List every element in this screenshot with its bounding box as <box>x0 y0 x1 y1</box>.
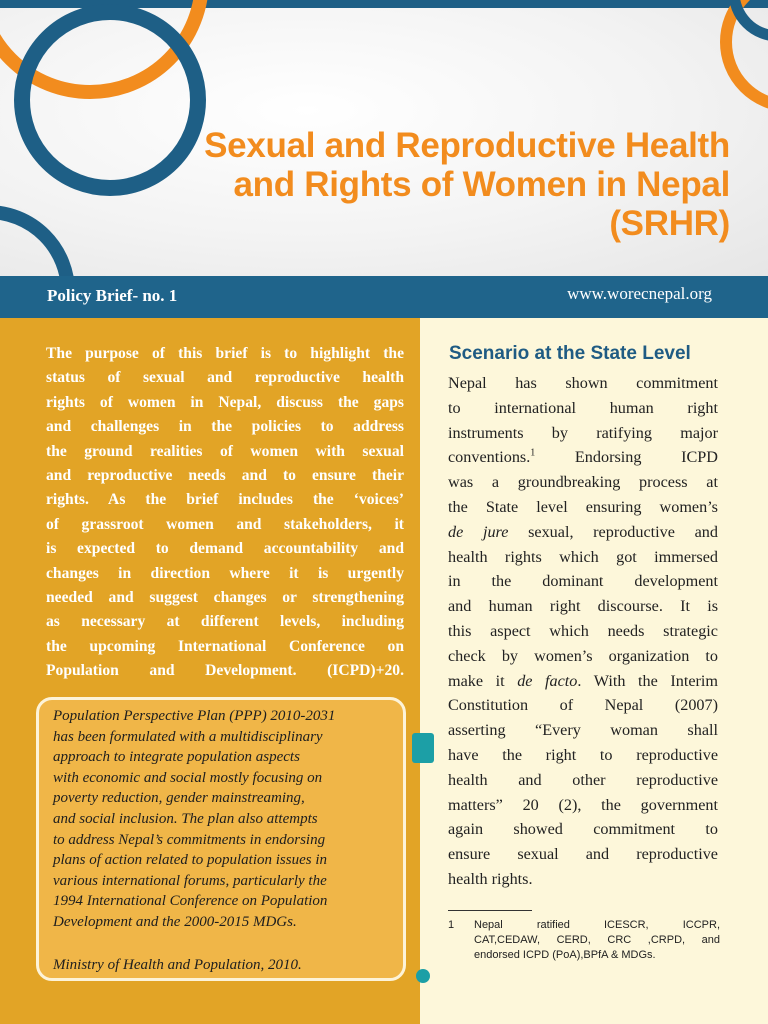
purpose-line: rights of women in Nepal, discuss the gaps <box>46 393 404 411</box>
ppp-line: approach to integrate population aspects <box>53 749 300 766</box>
body-line: matters” 20 (2), the government <box>448 795 718 814</box>
purpose-line: The purpose of this brief is to highlight the <box>46 345 404 362</box>
purpose-line: the upcoming International Conference on <box>46 637 404 655</box>
purpose-line: status of sexual and reproductive health <box>46 369 404 387</box>
ppp-line: to address Nepal’s commitments in endorsing <box>53 831 326 848</box>
body-line: and human right discourse. It is <box>448 597 718 616</box>
body-fragment: . With the Interim <box>577 671 718 690</box>
ppp-line: with economic and social mostly focusing on <box>53 769 323 786</box>
footnote-line: CAT,CEDAW, CERD, CRC ,CRPD, and <box>474 934 720 946</box>
body-line <box>448 445 718 470</box>
body-line: was a groundbreaking process at <box>448 473 718 492</box>
teal-dot-marker <box>416 969 430 983</box>
body-fragment: conventions. <box>448 448 531 467</box>
ppp-line: Development and the 2000-2015 MDGs. <box>53 913 297 930</box>
body-fragment: sexual, reproductive and <box>508 522 718 541</box>
body-line: asserting “Every woman shall <box>448 721 718 740</box>
body-line: instruments by ratifying major <box>448 423 718 442</box>
ppp-line: has been formulated with a multidisciplinary <box>53 728 323 745</box>
footnote-divider <box>448 910 532 911</box>
ppp-line: Population Perspective Plan (PPP) 2010-2031 <box>53 708 336 724</box>
purpose-line: and challenges in the policies to address <box>46 418 404 436</box>
italic-term: de jure <box>448 522 509 541</box>
body-line: Nepal has shown commitment <box>448 374 718 392</box>
footnote-number: 1 <box>448 919 455 931</box>
body-fragment: make it <box>448 671 518 690</box>
ppp-line: various international forums, particularly the <box>53 872 327 889</box>
body-line: to international human right <box>448 398 718 417</box>
body-line: again showed commitment to <box>448 820 718 839</box>
body-line: health and other reproductive <box>448 770 718 789</box>
blue-ring-right <box>734 0 768 36</box>
title-line: Sexual and Reproductive Health <box>204 126 730 165</box>
purpose-line: Population and Development. (ICPD)+20. <box>46 662 404 680</box>
purpose-line: is expected to demand accountability and <box>46 540 404 558</box>
purpose-paragraph <box>46 342 404 684</box>
ppp-callout-text <box>53 706 391 933</box>
section-heading: Scenario at the State Level <box>449 343 691 364</box>
title-line: (SRHR) <box>609 204 730 243</box>
footnote-marker: 1 <box>530 448 536 459</box>
body-line: the State level ensuring women’s <box>448 497 718 516</box>
body-line: check by women’s organization to <box>448 646 718 665</box>
purpose-line: rights. As the brief includes the ‘voices’ <box>46 491 404 509</box>
purpose-line: changes in direction where it is urgently <box>46 564 404 582</box>
body-line: health rights. <box>448 869 533 888</box>
purpose-line: and reproductive needs and to ensure their <box>46 467 404 485</box>
header-banner <box>0 0 768 276</box>
teal-tab-marker <box>412 733 434 763</box>
purpose-line: as necessary at different levels, including <box>46 613 404 631</box>
blue-ring-bottom <box>0 212 68 276</box>
policy-brief-label: Policy Brief- no. 1 <box>47 286 178 305</box>
footnote-line: Nepal ratified ICESCR, ICCPR, <box>474 919 720 931</box>
ppp-source: Ministry of Health and Population, 2010. <box>53 957 302 973</box>
scenario-paragraph <box>448 371 718 892</box>
body-line: health rights which got immersed <box>448 547 718 566</box>
purpose-line: needed and suggest changes or strengthening <box>46 589 404 607</box>
body-line: ensure sexual and reproductive <box>448 845 718 864</box>
website-link[interactable]: www.worecnepal.org <box>567 284 712 303</box>
title-line: and Rights of Women in Nepal <box>233 165 730 204</box>
body-line <box>448 669 718 694</box>
body-line: Constitution of Nepal (2007) <box>448 696 718 715</box>
ppp-line: 1994 International Conference on Population <box>53 893 328 910</box>
purpose-line: of grassroot women and stakeholders, it <box>46 515 404 533</box>
body-line <box>448 520 718 545</box>
body-line: this aspect which needs strategic <box>448 621 718 640</box>
footnote-body <box>474 918 720 963</box>
ppp-line: plans of action related to population issues in <box>53 852 328 869</box>
footnote <box>448 918 720 963</box>
ppp-line: and social inclusion. The plan also attempts <box>53 810 318 827</box>
ppp-line: poverty reduction, gender mainstreaming, <box>53 790 305 807</box>
body-line: in the dominant development <box>448 572 718 591</box>
body-line: have the right to reproductive <box>448 745 718 764</box>
body-fragment: Endorsing ICPD <box>535 448 718 467</box>
footnote-line: endorsed ICPD (PoA),BPfA & MDGs. <box>474 949 656 961</box>
page-title <box>170 126 730 243</box>
italic-term: de facto <box>517 671 578 690</box>
purpose-line: the ground realities of women with sexual <box>46 442 404 460</box>
